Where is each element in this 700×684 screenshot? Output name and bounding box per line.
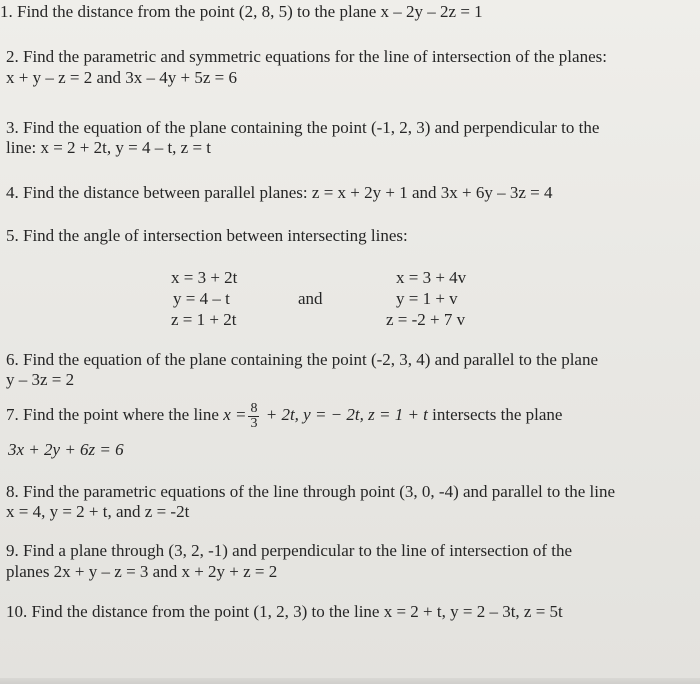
problem-5: 5. Find the angle of intersection between intersecting lines: <box>6 226 408 245</box>
problem-10: 10. Find the distance from the point (1, 2, 3) to the line x = 2 + t, y = 2 – 3t, z = 5t <box>6 602 563 621</box>
line-2-x-equation: x = 3 + 4v <box>396 268 467 287</box>
line-1-y-equation: y = 4 – t <box>173 289 230 308</box>
problem-2-line-2: x + y – z = 2 and 3x – 4y + 5z = 6 <box>6 68 237 87</box>
fraction-numerator: 8 <box>250 400 258 416</box>
page-bottom-shadow <box>0 678 700 684</box>
problem-6-line-1: 6. Find the equation of the plane containing the point (-2, 3, 4) and parallel to the plane <box>6 350 599 369</box>
problem-7-line-1 <box>6 400 562 431</box>
problem-8-line-2: x = 4, y = 2 + t, and z = -2t <box>6 502 190 521</box>
line-1-z-equation: z = 1 + 2t <box>171 310 237 329</box>
problem-8-line-1: 8. Find the parametric equations of the line through point (3, 0, -4) and parallel to the line <box>6 482 616 501</box>
problem-6-line-2: y – 3z = 2 <box>6 370 75 389</box>
problem-7-x-equals: x = <box>223 405 247 424</box>
problem-3-line-2: line: x = 2 + 2t, y = 4 – t, z = t <box>6 138 212 157</box>
fraction-denominator: 3 <box>250 415 258 431</box>
problem-7-plane: 3x + 2y + 6z = 6 <box>8 440 124 459</box>
line-2-y-equation: y = 1 + v <box>396 289 458 308</box>
problem-2-line-1: 2. Find the parametric and symmetric equations for the line of intersection of the planes: <box>6 47 607 66</box>
problem-3-line-1: 3. Find the equation of the plane containing the point (-1, 2, 3) and perpendicular to the <box>6 118 600 137</box>
line-1-x-equation: x = 3 + 2t <box>171 268 238 287</box>
fraction-8-over-3 <box>248 402 259 431</box>
problem-9-line-1: 9. Find a plane through (3, 2, -1) and perpendicular to the line of intersection of the <box>6 541 573 560</box>
problem-9-line-2: planes 2x + y – z = 3 and x + 2y + z = 2 <box>6 562 278 581</box>
problem-7-prefix: 7. Find the point where the line <box>6 405 224 424</box>
line-2-z-equation: z = -2 + 7 v <box>386 310 466 329</box>
problem-1: 1. Find the distance from the point (2, 8, 5) to the plane x – 2y – 2z = 1 <box>0 2 483 21</box>
problem-7-suffix: intersects the plane <box>427 405 563 424</box>
problem-4: 4. Find the distance between parallel planes: z = x + 2y + 1 and 3x + 6y – 3z = 4 <box>6 183 553 202</box>
problem-7-line-params: + 2t, y = − 2t, z = 1 + t <box>261 405 428 424</box>
and-connector: and <box>298 289 323 308</box>
